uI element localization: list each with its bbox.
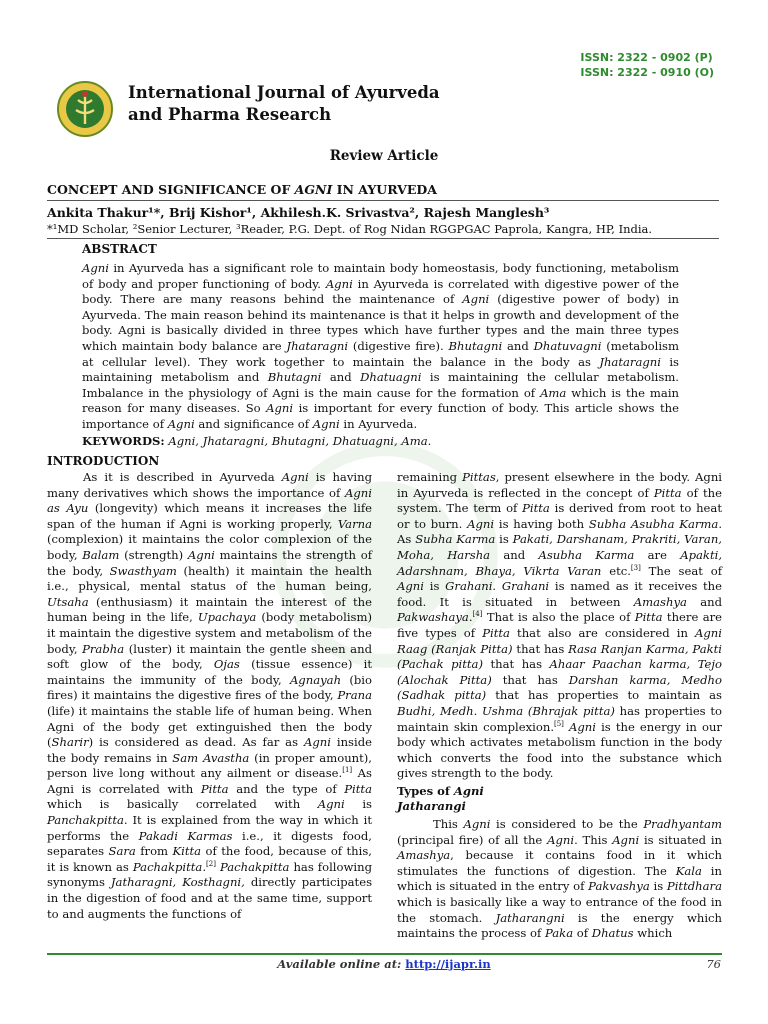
types-heading: Types of Agni (397, 783, 484, 798)
abstract-heading: ABSTRACT (82, 242, 157, 256)
issn-block (580, 50, 714, 80)
title-rule (47, 200, 719, 201)
footer: Available online at: http://ijapr.in (277, 957, 491, 971)
footer-rule (47, 953, 722, 955)
jatharangi-heading: Jatharangi (397, 799, 466, 814)
introduction-heading: INTRODUCTION (47, 454, 160, 468)
intro-left-column: As it is described in Ayurveda Agni is having many derivatives which shows the importance of Agni as Ayu (longevity) which means it increases the life span of the human if Agni is working properly, Varna (complexion) it maintains the color complexion of the body, Balam (strength) Agni maintains the strength of the body, Swasthyam (health) it maintain the health i.e., physical, mental status of the human being, Utsaha (enthusiasm) it maintain the interest of the human being in the life, Upachaya (body metabolism) it maintain the digestive system and metabolism of the body, Prabha (luster) it maintain the gentle sheen and soft glow of the body, Ojas (tissue essence) it maintains the immunity of the body, Agnayah (bio fires) it maintains the digestive fires of the body, Prana (life) it maintains the stable life of human being. When Agni of the body get extinguished then the body (Sharir) is considered as dead. As far as Agni inside the body remains in Sam Avastha (in proper amount), person live long without any ailment or disease.[1] As Agni is correlated with Pitta and the type of Pitta which is basically correlated with Agni is Panchakpitta. It is explained from the way in which it performs the Pakadi Karmas i.e., it digests food, separates Sara from Kitta of the food, because of this, it is known as Pachakpitta.[2] Pachakpitta has following synonyms Jatharagni, Kosthagni, directly participates in the digestion of food and at the same time, support to and augments the functions of (47, 470, 373, 921)
intro-right-column: remaining Pittas, present elsewhere in the body. Agni in Ayurveda is reflected in the concept of Pitta of the system. The term of Pitta is derived from root to heat or to burn. Agni is having both Subha Asubha Karma. As Subha Karma is Pakati, Darshanam, Prakriti, Varan, Moha, Harsha and Asubha Karma are Apakti, Adarshnam, Bhaya, Vikrta Varan etc.[3] The seat of Agni is Grahani. Grahani is named as it receives the food. It is situated in between Amashya and Pakwashaya.[4] That is also the place of Pitta there are five types of Pitta that also are considered in Agni Raag (Ranjak Pitta) that has Rasa Ranjan Karma, Pakti (Pachak pitta) that has Ahaar Paachan karma, Tejo (Alochak Pitta) that has Darshan karma, Medho (Sadhak pitta) that has properties to maintain as Budhi, Medh. Ushma (Bhrajak pitta) has properties to maintain skin complexion.[5] Agni is the energy in our body which activates metabolism function in the body which converts the food into the substance which gives strength to the body. Types of Agni Jatharangi This Agni is considered to be the Pradhyantam (principal fire) of all the Agni. This Agni is situated in Amashya, because it contains food in it which stimulates the functions of digestion. The Kala in which is situated in the entry of Pakvashya is Pittdhara which is basically like a way to entrance of the food in the stomach. Jatharangni is the energy which maintains the process of Paka of Dhatus which (397, 470, 723, 941)
journal-link[interactable]: http://ijapr.in (405, 957, 491, 971)
affiliation: *¹MD Scholar, ²Senior Lecturer, ³Reader, P.G. Dept. of Rog Nidan RGGPGAC Paprola, Kangra, HP, India. (47, 222, 653, 236)
issn-print: ISSN: 2322 - 0902 (P) (580, 51, 713, 64)
keywords: KEYWORDS: Agni, Jhataragni, Bhutagni, Dhatuagni, Ama. (82, 434, 432, 448)
article-title: CONCEPT AND SIGNIFICANCE OF AGNI IN AYURVEDA (47, 182, 437, 197)
issn-online: ISSN: 2322 - 0910 (O) (580, 66, 714, 79)
journal-logo-icon (56, 80, 114, 138)
journal-name: International Journal of Ayurveda and Pharma Research (128, 83, 440, 124)
affiliation-rule (47, 238, 719, 239)
article-type: Review Article (329, 148, 439, 164)
abstract-text: Agni in Ayurveda has a significant role to maintain body homeostasis, body functioning, metabolism of body and proper functioning of body. Agni in Ayurveda is correlated with digestive power of the body. There are many reasons behind the maintenance of Agni (digestive power of body) in Ayurveda. The main reason behind its maintenance is that it helps in growth and development of the body. Agni is basically divided in three types which have further types and the main three types which maintain body balance are Jhataragni (digestive fire). Bhutagni and Dhatuvagni (metabolism at cellular level). They work together to maintain the balance in the body as Jhataragni is maintaining metabolism and Bhutagni and Dhatuagni is maintaining the cellular metabolism. Imbalance in the physiology of Agni is the main cause for the formation of Ama which is the main reason for many diseases. So Agni is important for every function of body. This article shows the importance of Agni and significance of Agni in Ayurveda. (82, 261, 680, 431)
page-number: 76 (706, 957, 721, 971)
authors: Ankita Thakur¹*, Brij Kishor¹, Akhilesh.K. Srivastva², Rajesh Manglesh³ (47, 205, 550, 220)
